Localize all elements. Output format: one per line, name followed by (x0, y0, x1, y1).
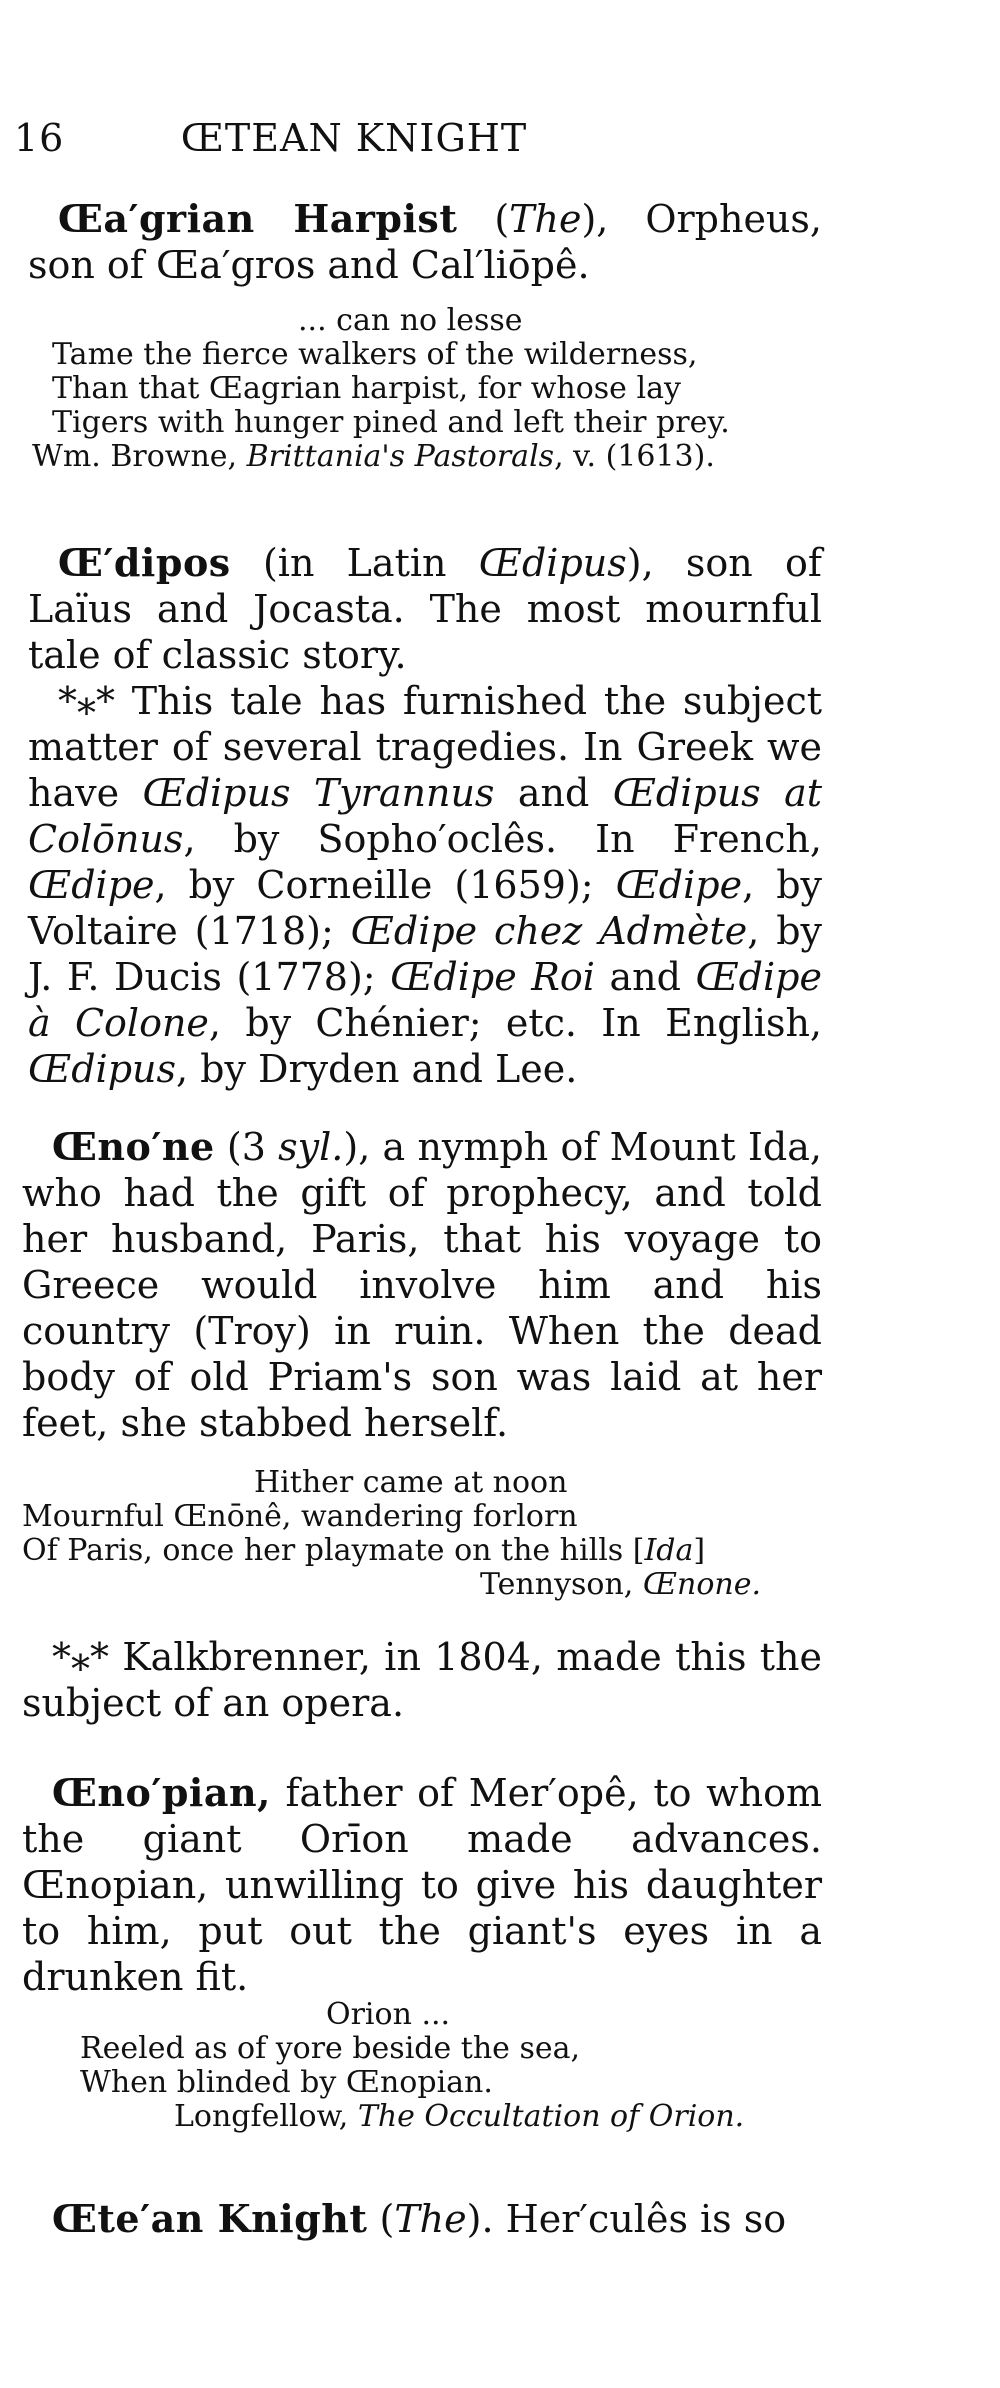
running-header (14, 116, 654, 164)
headword: Œno′pian, (52, 1770, 271, 1815)
entry-oenone: Œno′ne (3 syl.), a nymph of Mount Ida, who had the gift of prophecy, and told her husband, Paris, that his voyage to Greece would involve him and his country (Troy) in ruin. When the dead body of old Priam's son was laid at her feet, she stabbed herself. (22, 1124, 822, 1445)
note-oedipos: *⁎* This tale has furnished the subject matter of several tragedies. In Greek we have Œdipus Tyrannus and Œdipus at Colōnus, by Sopho′oclês. In French, Œdipe, by Corneille (1659); Œdipe, by Voltaire (1718); Œdipe chez Admète, by J. F. Ducis (1778); Œdipe Roi and Œdipe à Colone, by Chénier; etc. In English, Œdipus, by Dryden and Lee. (28, 679, 823, 1091)
running-title: ŒTEAN KNIGHT (180, 116, 528, 160)
entry-oetean-knight: Œte′an Knight (The). Her′culês is so (52, 2196, 787, 2241)
quotation-longfellow: Orion ... Reeled as of yore beside the sea, When blinded by Œnopian. Longfellow, The Occultation of Orion. (80, 1998, 822, 2134)
citation: Longfellow, The Occultation of Orion. (174, 2099, 745, 2134)
entry-oedipos: Œ′dipos (in Latin Œdipus), son of Laïus and Jocasta. The most mournful tale of classic story. (28, 540, 822, 677)
headword: Œ′dipos (58, 540, 231, 585)
quotation-browne: ... can no lesse Tame the fierce walkers of the wilderness, Than that Œagrian harpist, for whose lay Tigers with hunger pined and left their prey. Wm. Browne, Brittania's Pastorals, v. (1613). (52, 304, 822, 474)
headword: Œte′an Knight (52, 2196, 368, 2241)
note-oenone: *⁎* Kalkbrenner, in 1804, made this the subject of an opera. (22, 1635, 822, 1725)
quotation-tennyson: Hither came at noon Mournful Œnōnê, wandering forlorn Of Paris, once her playmate on the hills [Ida] Tennyson, Œnone. (22, 1466, 822, 1602)
page-number: 16 (14, 116, 65, 160)
entry-oeagrian-harpist: Œa′grian Harpist (The), Orpheus, son of Œa′gros and Cal′liōpê. (28, 196, 822, 287)
headword: Œa′grian Harpist (58, 196, 458, 241)
entry-oenopian: Œno′pian, father of Mer′opê, to whom the giant Orīon made advances. Œnopian, unwilling to give his daughter to him, put out the giant's eyes in a drunken fit. (22, 1770, 822, 1999)
citation: Tennyson, Œnone. (480, 1567, 762, 1602)
citation: Wm. Browne, Brittania's Pastorals, v. (1613). (32, 439, 715, 474)
headword: Œno′ne (52, 1124, 215, 1169)
